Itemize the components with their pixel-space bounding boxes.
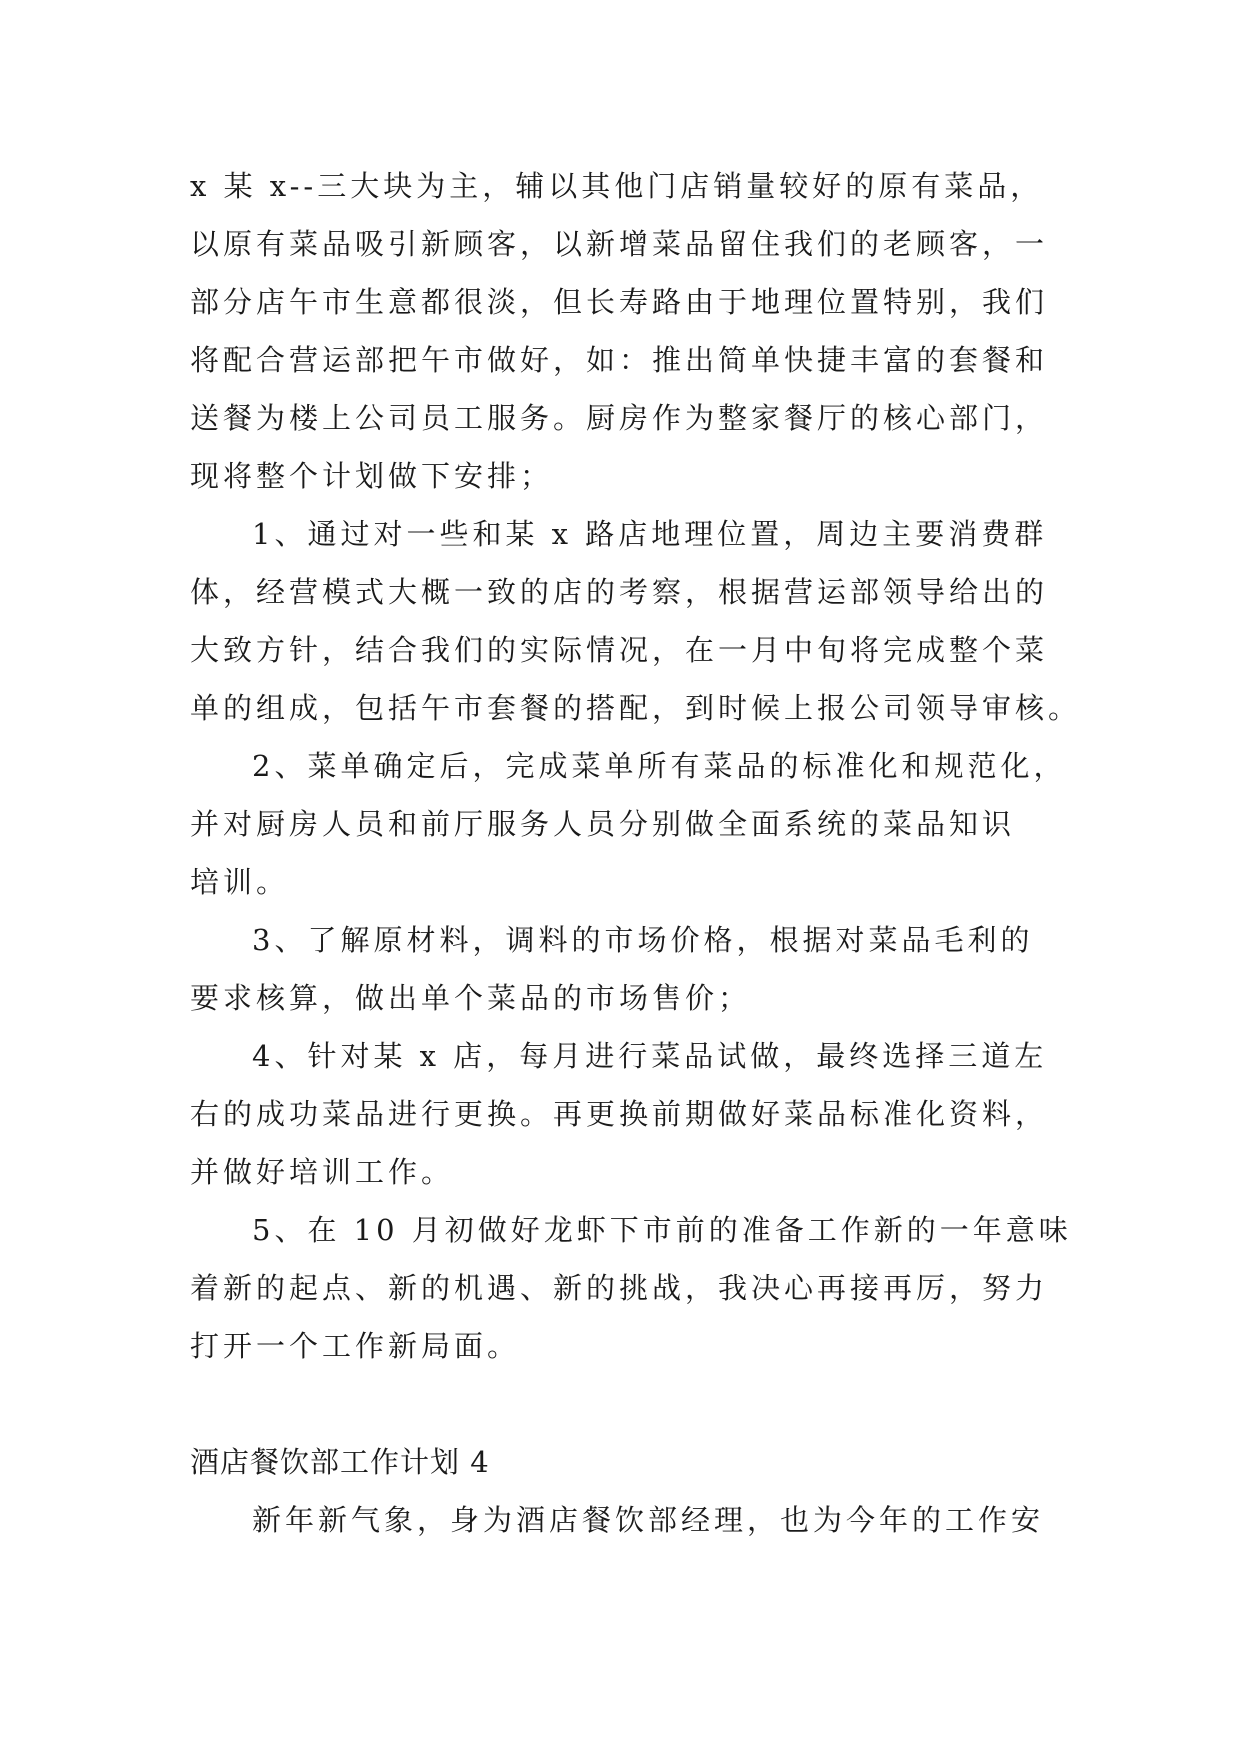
list-item-3-line: 要求核算，做出单个菜品的市场售价； [190, 981, 752, 1015]
list-item-4-line: 并做好培训工作。 [190, 1155, 455, 1189]
list-item-1-line: 单的组成，包括午市套餐的搭配，到时候上报公司领导审核。 [190, 691, 1082, 725]
list-item-5-line: 着新的起点、新的机遇、新的挑战，我决心再接再厉，努力 [190, 1271, 1049, 1305]
paragraph-line: 部分店午市生意都很淡，但长寿路由于地理位置特别，我们 [190, 285, 1049, 319]
section-gap [190, 1375, 1060, 1433]
list-item-2-line: 2、菜单确定后，完成菜单所有菜品的标准化和规范化， [252, 749, 1067, 783]
paragraph-line: 现将整个计划做下安排； [190, 459, 554, 493]
paragraph-line: 新年新气象，身为酒店餐饮部经理，也为今年的工作安 [252, 1503, 1045, 1537]
section-heading: 酒店餐饮部工作计划 4 [190, 1445, 490, 1479]
paragraph-line: 送餐为楼上公司员工服务。厨房作为整家餐厅的核心部门， [190, 401, 1049, 435]
list-item-2-line: 并对厨房人员和前厅服务人员分别做全面系统的菜品知识 [190, 807, 1016, 841]
list-item-5-line: 5、在 10 月初做好龙虾下市前的准备工作新的一年意味 [252, 1213, 1072, 1247]
list-item-4-line: 右的成功菜品进行更换。再更换前期做好菜品标准化资料， [190, 1097, 1049, 1131]
document-body [190, 157, 1082, 1549]
paragraph-line: x 某 x--三大块为主，辅以其他门店销量较好的原有菜品， [190, 169, 1044, 203]
list-item-1-line: 大致方针，结合我们的实际情况，在一月中旬将完成整个菜 [190, 633, 1049, 667]
list-item-4-line: 4、针对某 x 店，每月进行菜品试做，最终选择三道左 [252, 1039, 1048, 1073]
list-item-1-line: 1、通过对一些和某 x 路店地理位置，周边主要消费群 [252, 517, 1048, 551]
list-item-3-line: 3、了解原材料，调料的市场价格，根据对菜品毛利的 [252, 923, 1034, 957]
list-item-1-line: 体，经营模式大概一致的店的考察，根据营运部领导给出的 [190, 575, 1049, 609]
list-item-2-line: 培训。 [190, 865, 290, 899]
paragraph-line: 将配合营运部把午市做好，如：推出简单快捷丰富的套餐和 [190, 343, 1049, 377]
list-item-5-line: 打开一个工作新局面。 [190, 1329, 521, 1363]
paragraph-line: 以原有菜品吸引新顾客，以新增菜品留住我们的老顾客，一 [190, 227, 1049, 261]
